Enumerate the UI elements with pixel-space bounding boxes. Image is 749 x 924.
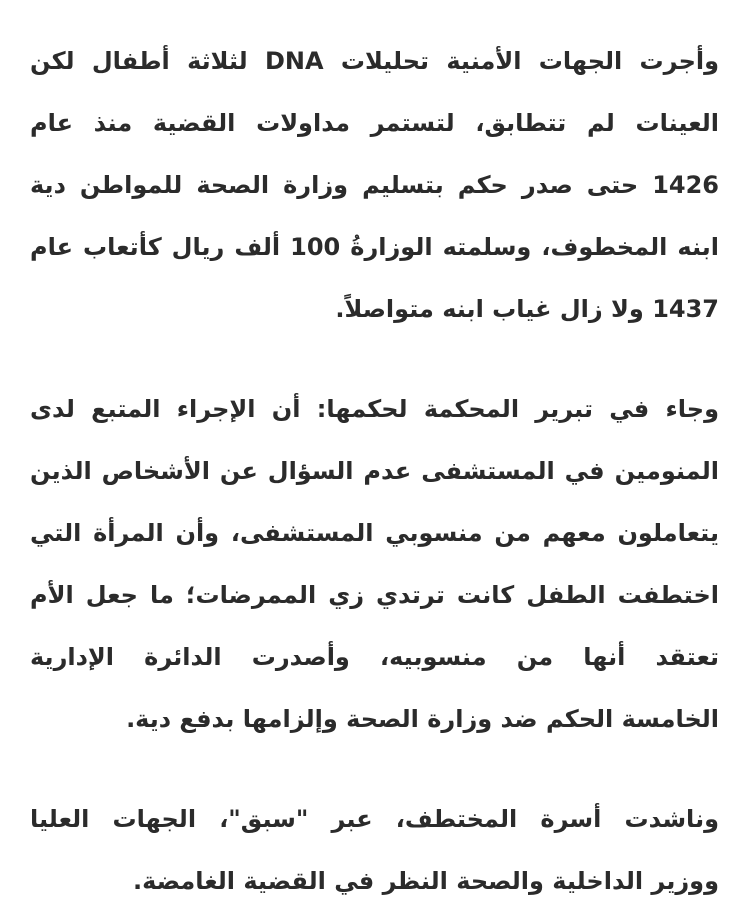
paragraph-spacer	[30, 352, 719, 390]
text-line: تعتقد أنها من منسوبيه، وأصدرت الدائرة الإدارية	[30, 643, 719, 671]
paragraph-3	[30, 800, 719, 924]
text-line: 1426 حتى صدر حكم بتسليم وزارة الصحة للمواطن دية	[30, 171, 719, 199]
text-line: ابنه المخطوف، وسلمته الوزارةُ 100 ألف ريال كأتعاب عام	[30, 233, 719, 261]
text-line: يتعاملون معهم من منسوبي المستشفى، وأن المرأة التي	[30, 519, 719, 547]
paragraph-spacer	[30, 762, 719, 800]
paragraph-2	[30, 390, 719, 762]
text-line: العينات لم تتطابق، لتستمر مداولات القضية منذ عام	[30, 109, 719, 137]
text-line: وجاء في تبرير المحكمة لحكمها: أن الإجراء المتبع لدى	[30, 395, 719, 423]
text-line: المنومين في المستشفى عدم السؤال عن الأشخاص الذين	[30, 457, 719, 485]
text-line: الخامسة الحكم ضد وزارة الصحة وإلزامها بدفع دية.	[126, 705, 719, 733]
paragraph-1	[30, 42, 719, 352]
text-line: 1437 ولا زال غياب ابنه متواصلاً.	[335, 295, 719, 323]
text-line: وأجرت الجهات الأمنية تحليلات DNA لثلاثة أطفال لكن	[30, 47, 719, 75]
text-line: وناشدت أسرة المختطف، عبر "سبق"، الجهات العليا	[30, 805, 719, 833]
text-line: اختطفت الطفل كانت ترتدي زي الممرضات؛ ما جعل الأم	[30, 581, 719, 609]
text-line: ووزير الداخلية والصحة النظر في القضية الغامضة.	[133, 867, 719, 895]
